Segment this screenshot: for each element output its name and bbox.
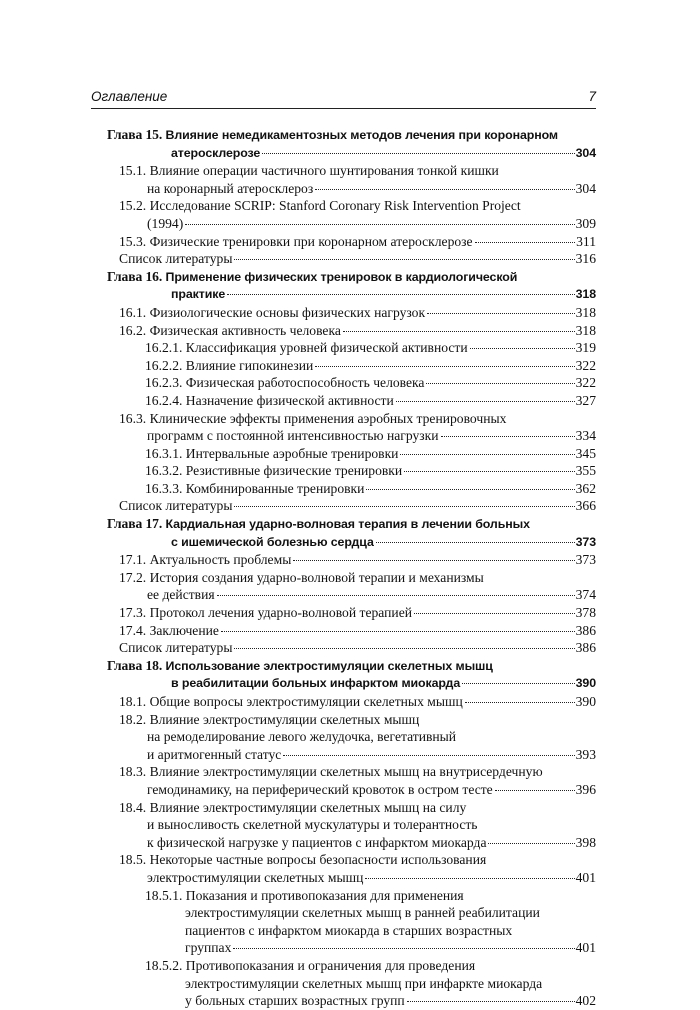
entry-title: 18.4. Влияние электростимуляции скелетных мышц на силу <box>119 799 467 815</box>
toc-entry <box>107 233 596 251</box>
leader-dots <box>262 153 574 154</box>
entry-title: 18.5. Некоторые частные вопросы безопасности использования <box>119 852 487 868</box>
entry-title: 18.1. Общие вопросы электростимуляции скелетных мышц <box>119 694 463 709</box>
entry-title: пациентов с инфарктом миокарда в старших возрастных <box>185 922 513 938</box>
toc-entry <box>107 197 596 215</box>
leader-dots <box>185 224 574 225</box>
toc-entry-cont <box>107 816 596 834</box>
entry-title: к физической нагрузке у пациентов с инфарктом миокарда <box>147 834 487 850</box>
toc-entry-cont <box>107 781 596 799</box>
entry-title: 16.2. Физическая активность человека <box>119 322 341 338</box>
leader-dots <box>343 331 575 332</box>
toc-entry-cont <box>107 869 596 887</box>
page-ref: 378 <box>575 605 596 621</box>
leader-dots <box>465 702 575 703</box>
leader-dots <box>315 189 574 190</box>
page-ref: 345 <box>575 445 596 461</box>
entry-title: электростимуляции скелетных мышц при инфаркте миокарда <box>185 975 543 991</box>
entry-title: 15.1. Влияние операции частичного шунтирования тонкой кишки <box>119 163 499 179</box>
entry-title: 16.3. Клинические эффекты применения аэробных тренировочных <box>119 410 507 426</box>
toc-references <box>107 497 596 515</box>
toc-entry-cont <box>107 180 596 198</box>
toc-entry-cont <box>107 586 596 604</box>
toc-entry <box>107 604 596 622</box>
leader-dots <box>441 436 575 437</box>
toc-entry <box>107 622 596 640</box>
toc-entry <box>107 851 596 869</box>
page-ref: 362 <box>575 480 596 496</box>
toc-references <box>107 639 596 657</box>
leader-dots <box>233 948 574 949</box>
entry-title: Список литературы <box>119 640 233 656</box>
page-ref: 402 <box>575 993 596 1009</box>
entry-title: 17.2. История создания ударно-волновой терапии и механизмы <box>119 569 484 585</box>
page-ref: 318 <box>575 322 596 338</box>
section-title: Оглавление <box>91 89 168 104</box>
entry-title: 17.4. Заключение <box>119 622 219 638</box>
chapter-title-cont: в реабилитации больных инфарктом миокарда <box>171 676 461 691</box>
toc-subentry-cont <box>107 904 596 922</box>
leader-dots <box>427 313 575 314</box>
entry-title: на коронарный атеросклероз <box>147 180 314 196</box>
leader-dots <box>407 1001 575 1002</box>
entry-title: электростимуляции скелетных мышц в ранней реабилитации <box>185 905 540 921</box>
leader-dots <box>400 454 574 455</box>
leader-dots <box>234 506 574 507</box>
toc-entry <box>107 162 596 180</box>
leader-dots <box>227 294 575 295</box>
toc-entry <box>107 763 596 781</box>
toc-entry-cont <box>107 215 596 233</box>
chapter-title-cont: с ишемической болезнью сердца <box>171 534 374 549</box>
toc-subentry-cont <box>107 922 596 940</box>
toc-entry <box>107 569 596 587</box>
toc-chapter-16 <box>107 268 596 287</box>
running-header <box>91 86 596 109</box>
page-ref: 390 <box>575 694 596 709</box>
chapter-title-cont: практике <box>171 287 226 302</box>
page-number: 7 <box>588 89 596 104</box>
entry-title: Список литературы <box>119 498 233 514</box>
page-ref: 322 <box>575 357 596 373</box>
leader-dots <box>414 613 575 614</box>
toc-entry <box>107 410 596 428</box>
page-ref: 398 <box>575 834 596 850</box>
entry-title: 16.2.1. Классификация уровней физической активности <box>145 340 468 356</box>
chapter-title-cont: атеросклерозе <box>171 145 261 160</box>
entry-title: 18.2. Влияние электростимуляции скелетных мышц <box>119 711 420 727</box>
page-ref: 311 <box>576 233 596 249</box>
toc-subentry-cont <box>107 975 596 993</box>
entry-title: у больных старших возрастных групп <box>185 993 405 1009</box>
leader-dots <box>376 542 575 543</box>
entry-title: 16.2.2. Влияние гипокинезии <box>145 357 314 373</box>
entry-title: 16.2.4. Назначение физической активности <box>145 392 394 408</box>
toc-subentry-cont <box>107 939 596 957</box>
toc-chapter-17-cont <box>107 534 596 552</box>
entry-title: гемодинамику, на периферический кровоток в остром тесте <box>147 781 493 797</box>
toc-subentry-cont <box>107 992 596 1010</box>
leader-dots <box>470 348 575 349</box>
toc-subentry <box>107 357 596 375</box>
leader-dots <box>404 471 574 472</box>
entry-title: 17.1. Актуальность проблемы <box>119 552 292 568</box>
leader-dots <box>234 259 574 260</box>
toc-entry-cont <box>107 427 596 445</box>
chapter-title: Кардиальная ударно-волновая терапия в лечении больных <box>165 517 530 532</box>
leader-dots <box>217 595 575 596</box>
page-ref: 390 <box>575 676 596 691</box>
toc-chapter-16-cont <box>107 286 596 304</box>
entry-title: 17.3. Протокол лечения ударно-волновой терапией <box>119 605 413 621</box>
chapter-title: Использование электростимуляции скелетных мышц <box>165 658 493 673</box>
chapter-number: Глава 15. <box>107 127 163 142</box>
toc-entry <box>107 304 596 322</box>
toc-subentry <box>107 339 596 357</box>
page-ref: 318 <box>575 304 596 320</box>
toc-chapter-17 <box>107 515 596 534</box>
page-ref: 304 <box>575 180 596 196</box>
toc-subentry <box>107 445 596 463</box>
page-ref: 319 <box>575 340 596 356</box>
entry-title: 16.3.1. Интервальные аэробные тренировки <box>145 445 399 461</box>
toc-subentry <box>107 392 596 410</box>
toc-chapter-15 <box>107 126 596 145</box>
leader-dots <box>365 878 574 879</box>
leader-dots <box>426 383 574 384</box>
toc-entry-cont <box>107 834 596 852</box>
leader-dots <box>283 755 574 756</box>
chapter-number: Глава 18. <box>107 657 163 673</box>
page-ref: 318 <box>575 287 596 302</box>
entry-title: 16.1. Физиологические основы физических нагрузок <box>119 304 426 320</box>
toc-entry <box>107 551 596 569</box>
entry-title: 16.3.2. Резистивные физические тренировки <box>145 463 403 479</box>
entry-title: 16.2.3. Физическая работоспособность человека <box>145 375 425 391</box>
toc-subentry <box>107 374 596 392</box>
leader-dots <box>462 683 575 684</box>
toc-entry <box>107 711 596 729</box>
page-ref: 309 <box>575 215 596 231</box>
entry-title: Список литературы <box>119 251 233 267</box>
page-ref: 386 <box>575 640 596 656</box>
page-ref: 401 <box>575 869 596 885</box>
page-ref: 396 <box>575 781 596 797</box>
entry-title: ее действия <box>147 587 215 603</box>
table-of-contents <box>107 126 596 1010</box>
toc-references <box>107 250 596 268</box>
page-ref: 327 <box>575 392 596 408</box>
toc-entry-cont <box>107 746 596 764</box>
toc-subentry <box>107 480 596 498</box>
page-ref: 334 <box>575 428 596 444</box>
chapter-title: Применение физических тренировок в кардиологической <box>165 269 518 284</box>
toc-chapter-18-cont <box>107 675 596 693</box>
chapter-number: Глава 17. <box>107 516 163 532</box>
entry-title: 15.3. Физические тренировки при коронарном атеросклерозе <box>119 233 473 249</box>
page-ref: 322 <box>575 375 596 391</box>
page-ref: 373 <box>575 552 596 568</box>
page-ref: 374 <box>575 587 596 603</box>
chapter-number: Глава 16. <box>107 268 163 284</box>
toc-subentry <box>107 887 596 905</box>
leader-dots <box>234 648 574 649</box>
entry-title: 18.3. Влияние электростимуляции скелетных мышц на внутрисердечную <box>119 764 543 780</box>
page-ref: 355 <box>575 463 596 479</box>
entry-title: и выносливость скелетной мускулатуры и толерантность <box>147 817 478 833</box>
toc-entry <box>107 799 596 817</box>
leader-dots <box>475 242 576 243</box>
leader-dots <box>488 843 574 844</box>
page-ref: 366 <box>575 498 596 514</box>
leader-dots <box>366 489 574 490</box>
chapter-title: Влияние немедикаментозных методов лечения при коронарном <box>165 128 558 142</box>
entry-title: 16.3.3. Комбинированные тренировки <box>145 480 365 496</box>
toc-chapter-15-cont <box>107 145 596 163</box>
page-ref: 304 <box>575 145 596 160</box>
entry-title: 18.5.2. Противопоказания и ограничения для проведения <box>145 957 476 973</box>
toc-entry-cont <box>107 728 596 746</box>
page-ref: 316 <box>575 251 596 267</box>
leader-dots <box>315 366 574 367</box>
toc-entry <box>107 322 596 340</box>
entry-title: группах <box>185 940 232 956</box>
leader-dots <box>495 790 575 791</box>
page-ref: 386 <box>575 622 596 638</box>
page-ref: 373 <box>575 534 596 549</box>
entry-title: (1994) <box>147 215 184 231</box>
toc-subentry <box>107 462 596 480</box>
entry-title: 15.2. Исследование SCRIP: Stanford Coronary Risk Intervention Project <box>119 198 521 214</box>
toc-entry <box>107 693 596 711</box>
entry-title: на ремоделирование левого желудочка, вегетативный <box>147 729 457 745</box>
entry-title: и аритмогенный статус <box>147 746 282 762</box>
leader-dots <box>293 560 574 561</box>
leader-dots <box>396 401 575 402</box>
toc-subentry <box>107 957 596 975</box>
leader-dots <box>221 631 575 632</box>
entry-title: электростимуляции скелетных мышц <box>147 869 364 885</box>
entry-title: 18.5.1. Показания и противопоказания для применения <box>145 887 464 903</box>
page-ref: 393 <box>575 746 596 762</box>
toc-chapter-18 <box>107 657 596 676</box>
page-ref: 401 <box>575 940 596 956</box>
entry-title: программ с постоянной интенсивностью нагрузки <box>147 428 439 444</box>
